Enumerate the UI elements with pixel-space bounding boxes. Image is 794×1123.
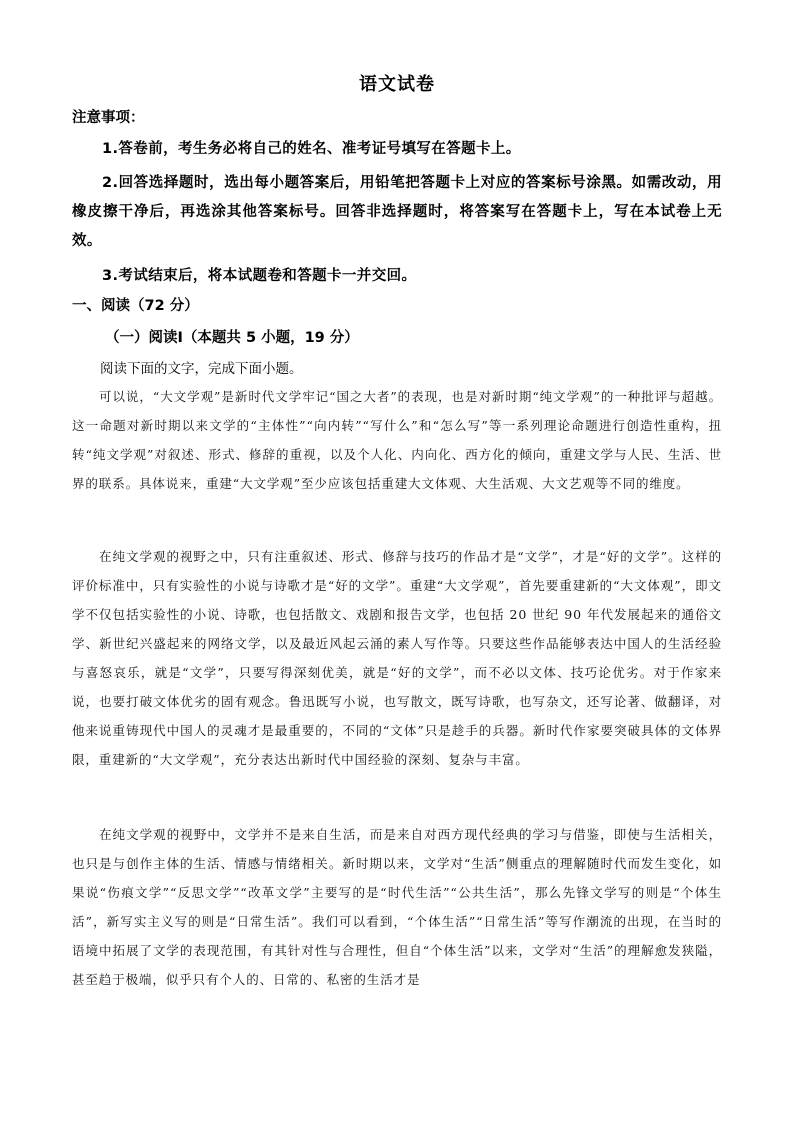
passage-paragraph-2: 在纯文学观的视野之中，只有注重叙述、形式、修辞与技巧的作品才是“文学”，才是“好的文学”。这样的评价标准中，只有实验性的小说与诗歌才是“好的文学”。重建“大文学观”，首先要重建新的“大文体观”，即文学不仅包括实验性的小说、诗歌，也包括散文、戏剧和报告文学，也包括 20 世纪 90 年代发展起来的通俗文学、新世纪兴盛起来的网络文学，以及最近风起云涌的素人写作等。只要这些作品能够表达中国人的生活经验与喜怒哀乐，就是“文学”，只要写得深刻优美，就是“好的文学”，而不必以文体、技巧论优劣。对于作家来说，也要打破文体优劣的固有观念。鲁迅既写小说，也写散文，既写诗歌，也写杂文，还写论著、做翻译，对他来说重铸现代中国人的灵魂才是最重要的，不同的“文体”只是趁手的兵器。新时代作家要突破具体的文体界限，重建新的“大文学观”，充分表达出新时代中国经验的深刻、复杂与丰富。 [72,549,722,767]
notice-item-1: 1.答卷前，考生务必将自己的姓名、准考证号填写在答题卡上。 [102,141,521,157]
reading-instruction: 阅读下面的文字，完成下面小题。 [100,361,303,377]
passage-paragraph-3: 在纯文学观的视野中，文学并不是来自生活，而是来自对西方现代经典的学习与借鉴，即使与生活相关，也只是与创作主体的生活、情感与情绪相关。新时期以来，文学对“生活”侧重点的理解随时代而发生变化，如果说“伤痕文学”“反思文学”“改革文学”主要写的是“时代生活”“公共生活”，那么先锋文学写的则是“个体生活”，新写实主义写的则是“日常生活”。我们可以看到，“个体生活”“日常生活”等写作潮流的出现，在当时的语境中拓展了文学的表现范围，有其针对性与合理性，但自“个体生活”以来，文学对“生活”的理解愈发狭隘，甚至趋于极端，似乎只有个人的、日常的、私密的生活才是 [72,827,722,987]
subsection-heading: （一）阅读Ⅰ（本题共 5 小题，19 分） [105,330,359,346]
section-heading: 一、阅读（72 分） [72,298,199,314]
page-title: 语文试卷 [359,74,435,95]
notice-heading: 注意事项： [72,110,145,126]
notice-item-3: 3.考试结束后，将本试题卷和答题卡一并交回。 [102,268,417,284]
notice-item-2: 2.回答选择题时，选出每小题答案后，用铅笔把答题卡上对应的答案标号涂黑。如需改动，用橡皮擦干净后，再选涂其他答案标号。回答非选择题时，将答案写在答题卡上，写在本试卷上无效。 [72,175,722,249]
passage-paragraph-1: 可以说，“大文学观”是新时代文学牢记“国之大者”的表现，也是对新时期“纯文学观”的一种批评与超越。这一命题对新时期以来文学的“主体性”“向内转”“写什么”和“怎么写”等一系列理论命题进行创造性重构，扭转“纯文学观”对叙述、形式、修辞的重视，以及个人化、内向化、西方化的倾向，重建文学与人民、生活、世界的联系。具体说来，重建“大文学观”至少应该包括重建大文体观、大生活观、大文艺观等不同的维度。 [72,389,722,491]
